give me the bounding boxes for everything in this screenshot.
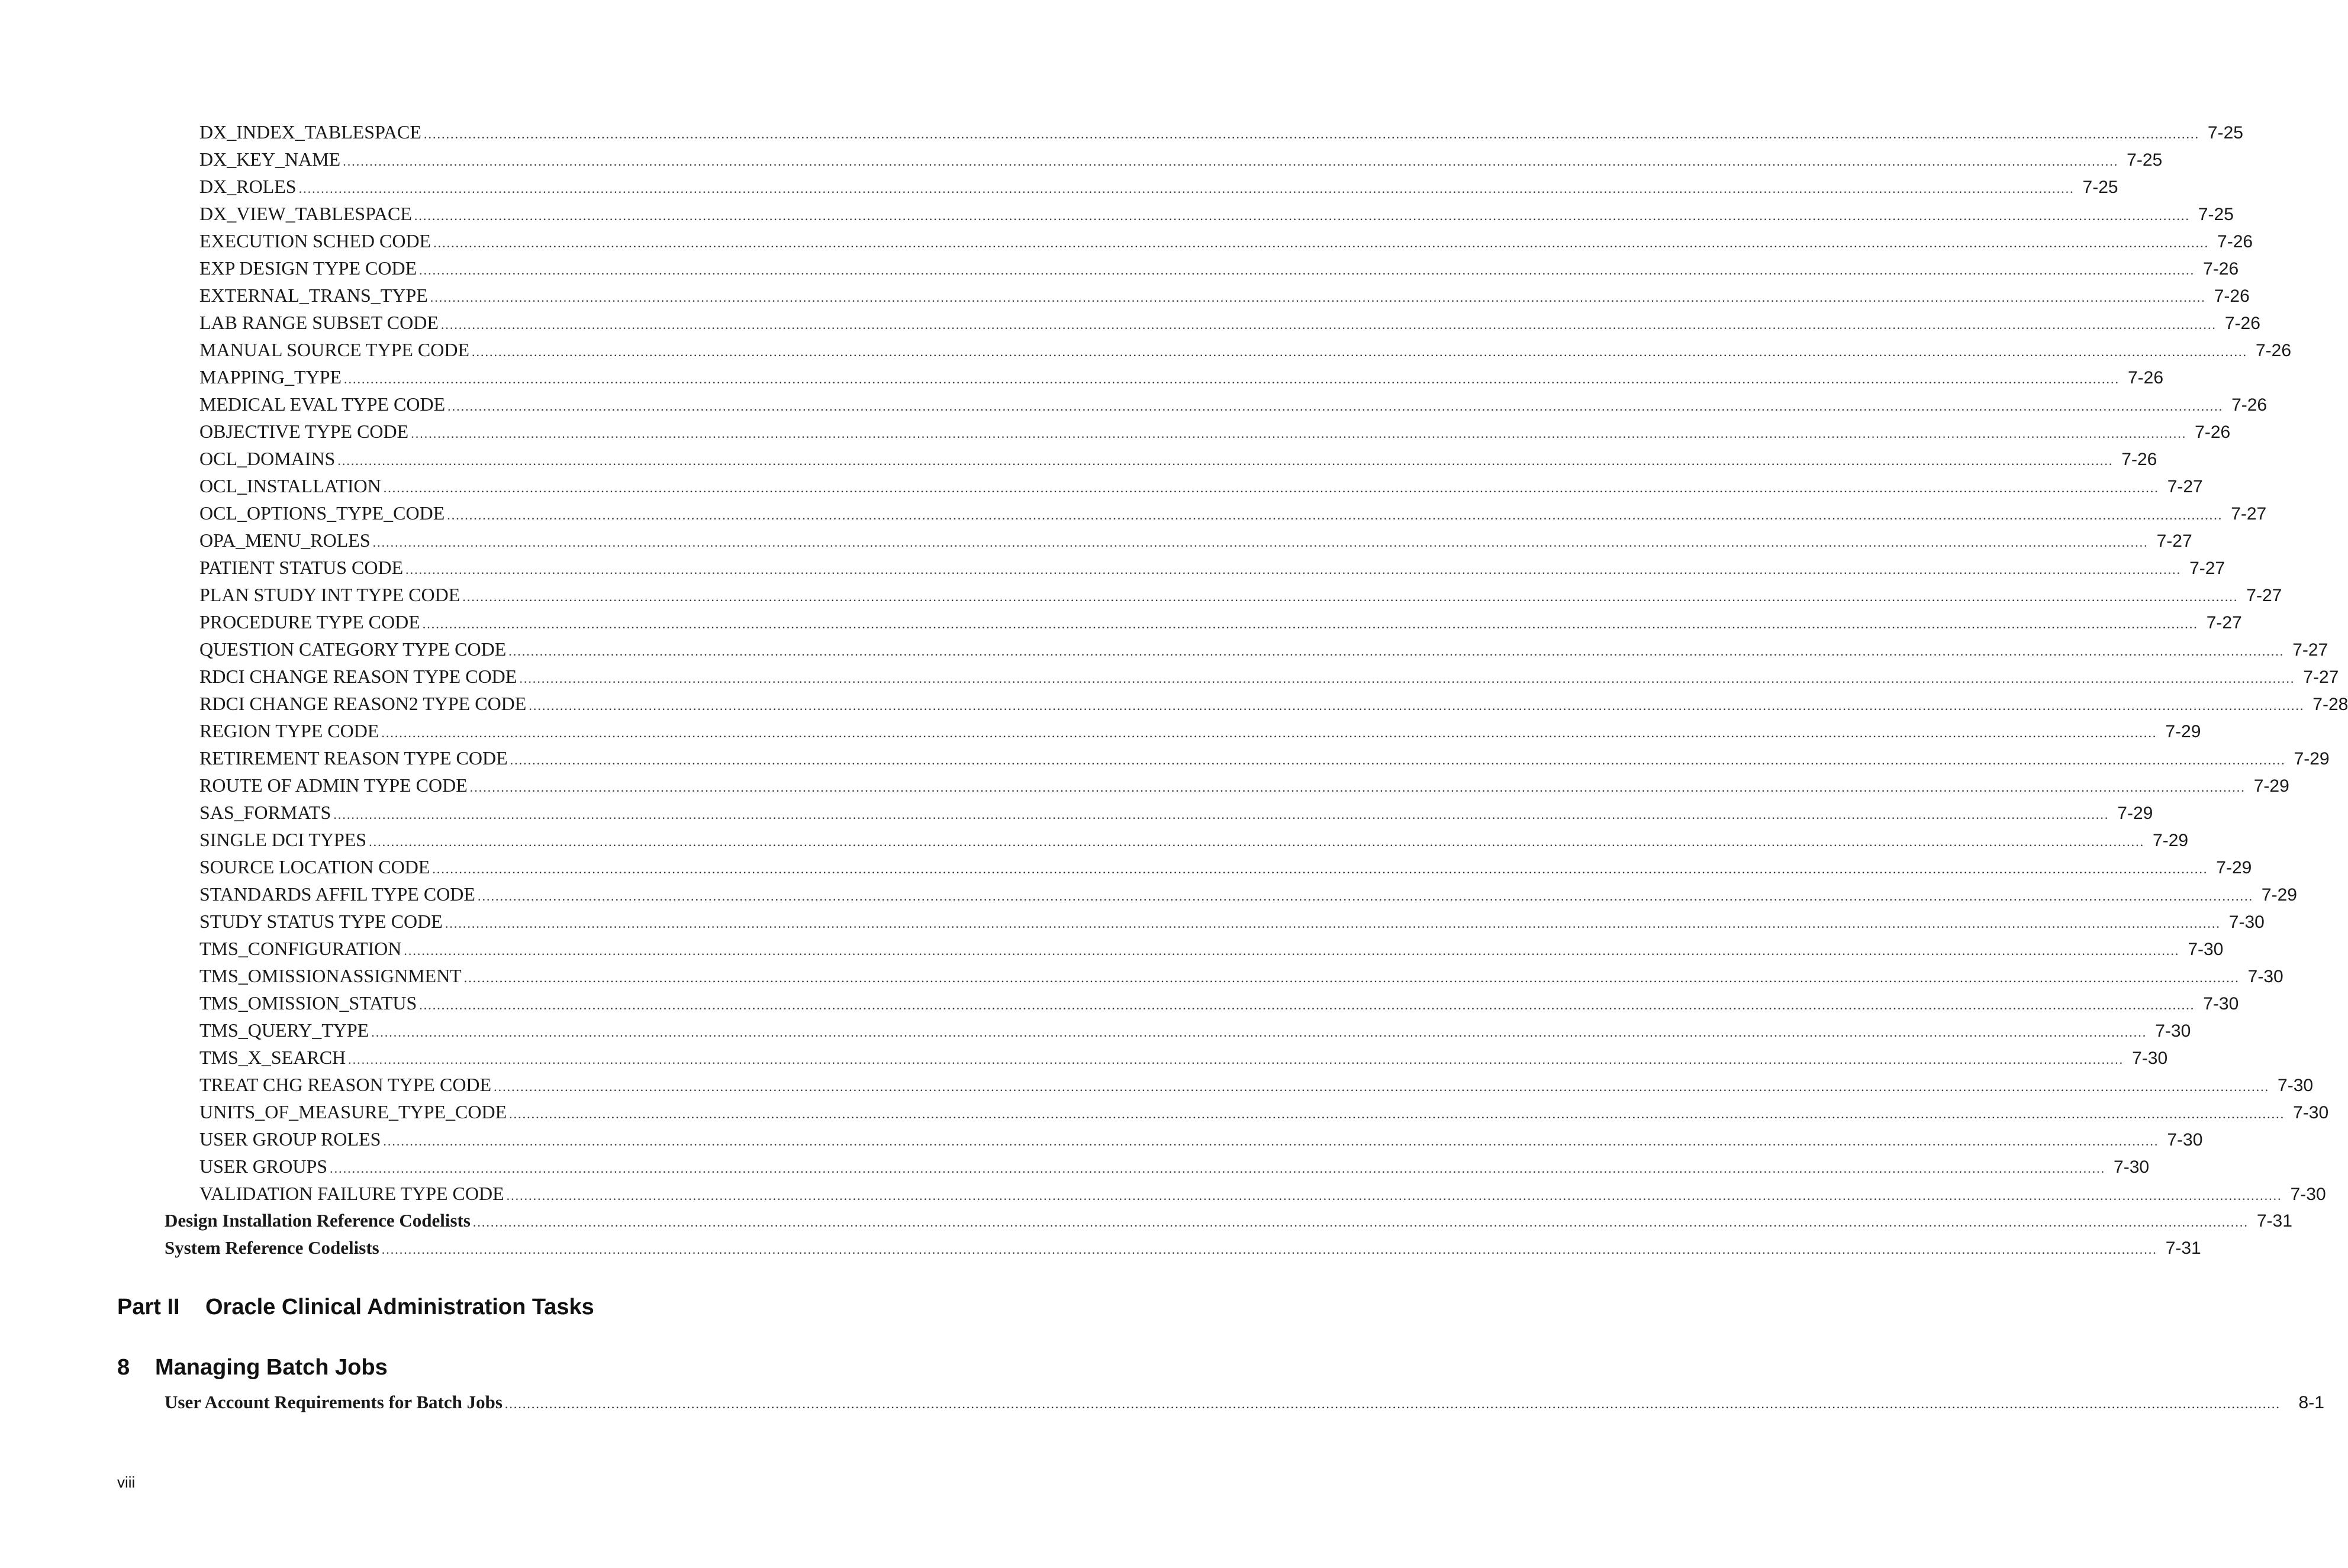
toc-entry-title: RETIREMENT REASON TYPE CODE	[199, 747, 508, 769]
dot-leader: ................................................................................................................................................................................................................................................................................................................................................................................................................	[477, 889, 2253, 904]
toc-entry-page: 7-27	[2206, 613, 2242, 633]
toc-entry[interactable]	[199, 693, 2348, 717]
toc-entry[interactable]	[199, 720, 2201, 744]
toc-entry[interactable]	[199, 1156, 2150, 1179]
toc-entry-title: TMS_X_SEARCH	[199, 1047, 346, 1068]
toc-entry-title: MEDICAL EVAL TYPE CODE	[199, 393, 446, 415]
toc-entry-title: OBJECTIVE TYPE CODE	[199, 421, 409, 442]
dot-leader: ................................................................................................................................................................................................................................................................................................................................................................................................................	[381, 1242, 2157, 1257]
toc-entry[interactable]	[199, 883, 2297, 907]
dot-leader: ................................................................................................................................................................................................................................................................................................................................................................................................................	[411, 426, 2187, 441]
toc-entry-page: 7-30	[2114, 1157, 2150, 1177]
toc-entry-page: 7-29	[2294, 749, 2330, 769]
dot-leader: ................................................................................................................................................................................................................................................................................................................................................................................................................	[469, 780, 2246, 795]
toc-entry-title: USER GROUPS	[199, 1156, 328, 1177]
toc-entry[interactable]	[199, 1047, 2168, 1070]
toc-entry-title: RDCI CHANGE REASON2 TYPE CODE	[199, 693, 527, 714]
toc-entry-page: 7-26	[2214, 286, 2250, 306]
dot-leader: ................................................................................................................................................................................................................................................................................................................................................................................................................	[447, 508, 2223, 522]
toc-section-page: 7-31	[2256, 1211, 2292, 1231]
toc-entry-title: PLAN STUDY INT TYPE CODE	[199, 584, 460, 605]
toc-entry-title: TMS_OMISSION_STATUS	[199, 992, 417, 1014]
toc-entry[interactable]	[199, 421, 2231, 444]
dot-leader: ................................................................................................................................................................................................................................................................................................................................................................................................................	[504, 1396, 2281, 1411]
dot-leader: ................................................................................................................................................................................................................................................................................................................................................................................................................	[404, 943, 2180, 958]
toc-entry-title: MANUAL SOURCE TYPE CODE	[199, 339, 470, 360]
toc-entry-title: SAS_FORMATS	[199, 802, 331, 823]
dot-leader: ................................................................................................................................................................................................................................................................................................................................................................................................................	[509, 1106, 2285, 1121]
toc-section-page: 8-1	[2298, 1393, 2324, 1412]
toc-entry-page: 7-27	[2246, 586, 2282, 605]
dot-leader: ................................................................................................................................................................................................................................................................................................................................................................................................................	[333, 807, 2109, 822]
toc-entry[interactable]	[199, 938, 2224, 962]
toc-entry[interactable]	[199, 176, 2118, 199]
toc-entry[interactable]	[199, 230, 2253, 254]
toc-entry-title: DX_KEY_NAME	[199, 149, 341, 170]
dot-leader: ................................................................................................................................................................................................................................................................................................................................................................................................................	[337, 453, 2114, 468]
toc-entry-title: RDCI CHANGE REASON TYPE CODE	[199, 666, 517, 687]
toc-entry-title: STUDY STATUS TYPE CODE	[199, 911, 443, 932]
toc-entry-page: 7-30	[2290, 1185, 2326, 1204]
toc-entry-title: REGION TYPE CODE	[199, 720, 379, 741]
dot-leader: ................................................................................................................................................................................................................................................................................................................................................................................................................	[343, 154, 2119, 169]
dot-leader: ................................................................................................................................................................................................................................................................................................................................................................................................................	[440, 317, 2217, 332]
part-heading[interactable]	[117, 1295, 594, 1320]
dot-leader: ................................................................................................................................................................................................................................................................................................................................................................................................................	[445, 916, 2221, 931]
toc-entry-title: MAPPING_TYPE	[199, 366, 342, 388]
toc-entry-page: 7-26	[2127, 368, 2164, 388]
toc-entry-title: LAB RANGE SUBSET CODE	[199, 312, 439, 333]
toc-section-page: 7-31	[2165, 1238, 2201, 1258]
toc-section-title: System Reference Codelists	[165, 1237, 379, 1258]
toc-entry[interactable]	[199, 965, 2283, 989]
toc-entry[interactable]	[199, 802, 2153, 825]
dot-leader: ................................................................................................................................................................................................................................................................................................................................................................................................................	[423, 127, 2199, 141]
toc-section[interactable]	[165, 1392, 2324, 1415]
toc-entry-page: 7-26	[2224, 314, 2260, 333]
dot-leader: ................................................................................................................................................................................................................................................................................................................................................................................................................	[430, 290, 2206, 305]
dot-leader: ................................................................................................................................................................................................................................................................................................................................................................................................................	[433, 235, 2209, 250]
toc-entry-page: 7-26	[2217, 232, 2253, 251]
toc-entry-page: 7-29	[2216, 858, 2252, 877]
toc-entry-title: STANDARDS AFFIL TYPE CODE	[199, 883, 475, 905]
toc-entry[interactable]	[199, 1074, 2314, 1098]
toc-entry[interactable]	[199, 203, 2234, 227]
dot-leader: ................................................................................................................................................................................................................................................................................................................................................................................................................	[529, 698, 2305, 713]
toc-entry-page: 7-27	[2189, 559, 2225, 578]
dot-leader: ................................................................................................................................................................................................................................................................................................................................................................................................................	[510, 753, 2286, 767]
dot-leader: ................................................................................................................................................................................................................................................................................................................................................................................................................	[414, 208, 2190, 223]
toc-section-title: User Account Requirements for Batch Jobs	[165, 1392, 503, 1412]
chapter-number: 8	[117, 1355, 130, 1380]
toc-entry-page: 7-25	[2127, 150, 2163, 170]
toc-entry[interactable]	[199, 584, 2282, 608]
dot-leader: ................................................................................................................................................................................................................................................................................................................................................................................................................	[472, 1215, 2249, 1230]
toc-entry[interactable]	[199, 911, 2265, 934]
toc-entry[interactable]	[199, 448, 2157, 472]
toc-section-title: Design Installation Reference Codelists	[165, 1210, 471, 1231]
toc-entry[interactable]	[199, 257, 2239, 281]
toc-entry[interactable]	[199, 856, 2252, 880]
toc-entry-page: 7-30	[2278, 1076, 2314, 1095]
toc-entry-page: 7-30	[2132, 1048, 2168, 1068]
dot-leader: ................................................................................................................................................................................................................................................................................................................................................................................................................	[344, 372, 2120, 386]
dot-leader: ................................................................................................................................................................................................................................................................................................................................................................................................................	[348, 1052, 2124, 1067]
dot-leader: ................................................................................................................................................................................................................................................................................................................................................................................................................	[419, 263, 2195, 278]
toc-entry-title: SINGLE DCI TYPES	[199, 829, 367, 850]
toc-entry-page: 7-30	[2167, 1130, 2203, 1150]
toc-entry-title: TMS_OMISSIONASSIGNMENT	[199, 965, 462, 986]
toc-entry-title: USER GROUP ROLES	[199, 1128, 381, 1150]
toc-entry-title: EXP DESIGN TYPE CODE	[199, 257, 417, 279]
toc-entry[interactable]	[199, 285, 2250, 308]
toc-entry-page: 7-27	[2292, 640, 2328, 660]
toc-entry-page: 7-30	[2228, 912, 2265, 932]
toc-entry-title: EXTERNAL_TRANS_TYPE	[199, 285, 428, 306]
toc-entry-page: 7-26	[2231, 395, 2268, 415]
dot-leader: ................................................................................................................................................................................................................................................................................................................................................................................................................	[383, 1134, 2159, 1148]
toc-entry[interactable]	[199, 775, 2289, 798]
toc-entry-title: DX_ROLES	[199, 176, 297, 197]
toc-entry[interactable]	[199, 1128, 2203, 1152]
dot-leader: ................................................................................................................................................................................................................................................................................................................................................................................................................	[422, 617, 2198, 631]
toc-entry[interactable]	[199, 829, 2189, 853]
toc-entry-title: UNITS_OF_MEASURE_TYPE_CODE	[199, 1101, 507, 1122]
toc-entry[interactable]	[199, 393, 2268, 417]
toc-entry-page: 7-29	[2153, 831, 2189, 850]
toc-entry-page: 7-29	[2253, 776, 2289, 796]
toc-entry-page: 7-26	[2195, 422, 2231, 442]
dot-leader: ................................................................................................................................................................................................................................................................................................................................................................................................................	[372, 535, 2149, 550]
toc-entry-page: 7-30	[2293, 1103, 2329, 1122]
toc-entry-page: 7-30	[2188, 940, 2224, 959]
toc-entry[interactable]	[199, 638, 2328, 662]
toc-entry-title: DX_INDEX_TABLESPACE	[199, 121, 421, 143]
dot-leader: ................................................................................................................................................................................................................................................................................................................................................................................................................	[330, 1161, 2106, 1176]
toc-entry-title: TMS_CONFIGURATION	[199, 938, 402, 959]
dot-leader: ................................................................................................................................................................................................................................................................................................................................................................................................................	[506, 1188, 2282, 1203]
toc-entry-title: SOURCE LOCATION CODE	[199, 856, 430, 877]
dot-leader: ................................................................................................................................................................................................................................................................................................................................................................................................................	[419, 998, 2195, 1012]
toc-entry[interactable]	[199, 502, 2267, 526]
dot-leader: ................................................................................................................................................................................................................................................................................................................................................................................................................	[494, 1079, 2270, 1094]
toc-entry[interactable]	[199, 666, 2339, 689]
toc-entry[interactable]	[199, 1101, 2329, 1125]
toc-entry[interactable]	[199, 530, 2192, 553]
toc-entry[interactable]	[199, 1183, 2326, 1206]
page-number: viii	[117, 1473, 136, 1491]
toc-entry-page: 7-29	[2165, 722, 2201, 741]
toc-entry-title: OCL_DOMAINS	[199, 448, 336, 469]
toc-entry-page: 7-27	[2167, 477, 2203, 496]
toc-section[interactable]	[165, 1210, 2292, 1234]
dot-leader: ................................................................................................................................................................................................................................................................................................................................................................................................................	[371, 1025, 2147, 1040]
dot-leader: ................................................................................................................................................................................................................................................................................................................................................................................................................	[383, 480, 2159, 495]
toc-entry-title: PATIENT STATUS CODE	[199, 557, 404, 578]
chapter-heading[interactable]	[117, 1355, 388, 1380]
toc-entry[interactable]	[199, 992, 2239, 1016]
toc-entry[interactable]	[199, 149, 2163, 172]
dot-leader: ................................................................................................................................................................................................................................................................................................................................................................................................................	[405, 562, 2182, 577]
toc-entry-page: 7-26	[2121, 450, 2157, 469]
dot-leader: ................................................................................................................................................................................................................................................................................................................................................................................................................	[463, 970, 2240, 985]
toc-entry-title: TREAT CHG REASON TYPE CODE	[199, 1074, 492, 1095]
toc-entry-page: 7-30	[2247, 967, 2283, 986]
toc-entry-page: 7-27	[2156, 531, 2192, 551]
toc-entry-page: 7-25	[2082, 178, 2118, 197]
toc-entry[interactable]	[199, 366, 2164, 390]
toc-section[interactable]	[165, 1237, 2201, 1261]
toc-entry-title: PROCEDURE TYPE CODE	[199, 611, 420, 633]
toc-entry[interactable]	[199, 339, 2292, 363]
toc-entry[interactable]	[199, 312, 2260, 335]
toc-entry[interactable]	[199, 475, 2203, 499]
part-label: Part II	[117, 1295, 180, 1319]
toc-entry-page: 7-30	[2155, 1021, 2191, 1041]
dot-leader: ................................................................................................................................................................................................................................................................................................................................................................................................................	[508, 644, 2285, 659]
toc-entry[interactable]	[199, 747, 2330, 771]
toc-entry[interactable]	[199, 121, 2243, 145]
toc-entry-page: 7-25	[2207, 123, 2243, 143]
dot-leader: ................................................................................................................................................................................................................................................................................................................................................................................................................	[298, 181, 2075, 196]
toc-entry-page: 7-26	[2203, 259, 2239, 279]
dot-leader: ................................................................................................................................................................................................................................................................................................................................................................................................................	[369, 834, 2145, 849]
toc-entry-title: QUESTION CATEGORY TYPE CODE	[199, 638, 507, 660]
toc-entry-page: 7-30	[2203, 994, 2239, 1014]
toc-entry-page: 7-25	[2198, 205, 2234, 224]
toc-entry-page: 7-27	[2303, 667, 2339, 687]
toc-entry-page: 7-26	[2255, 341, 2292, 360]
dot-leader: ................................................................................................................................................................................................................................................................................................................................................................................................................	[462, 589, 2239, 604]
part-title: Oracle Clinical Administration Tasks	[205, 1295, 594, 1319]
toc-entry-title: VALIDATION FAILURE TYPE CODE	[199, 1183, 504, 1204]
chapter-title: Managing Batch Jobs	[155, 1355, 388, 1380]
toc-entry-title: OCL_OPTIONS_TYPE_CODE	[199, 502, 445, 524]
toc-entry-page: 7-27	[2231, 504, 2267, 524]
toc-entry-page: 7-28	[2312, 695, 2348, 714]
toc-entry-title: EXECUTION SCHED CODE	[199, 230, 431, 251]
dot-leader: ................................................................................................................................................................................................................................................................................................................................................................................................................	[519, 671, 2295, 686]
toc-entry-page: 7-29	[2117, 804, 2153, 823]
toc-entry-title: ROUTE OF ADMIN TYPE CODE	[199, 775, 468, 796]
toc-entry[interactable]	[199, 557, 2225, 580]
dot-leader: ................................................................................................................................................................................................................................................................................................................................................................................................................	[472, 344, 2248, 359]
dot-leader: ................................................................................................................................................................................................................................................................................................................................................................................................................	[432, 862, 2208, 876]
toc-entry-title: DX_VIEW_TABLESPACE	[199, 203, 412, 224]
toc-entry-title: TMS_QUERY_TYPE	[199, 1019, 369, 1041]
toc-entry-title: OPA_MENU_ROLES	[199, 530, 371, 551]
toc-entry-title: OCL_INSTALLATION	[199, 475, 381, 496]
toc-entry[interactable]	[199, 1019, 2191, 1043]
toc-entry[interactable]	[199, 611, 2242, 635]
dot-leader: ................................................................................................................................................................................................................................................................................................................................................................................................................	[447, 399, 2224, 414]
dot-leader: ................................................................................................................................................................................................................................................................................................................................................................................................................	[381, 725, 2157, 740]
toc-entry-page: 7-29	[2261, 885, 2297, 905]
